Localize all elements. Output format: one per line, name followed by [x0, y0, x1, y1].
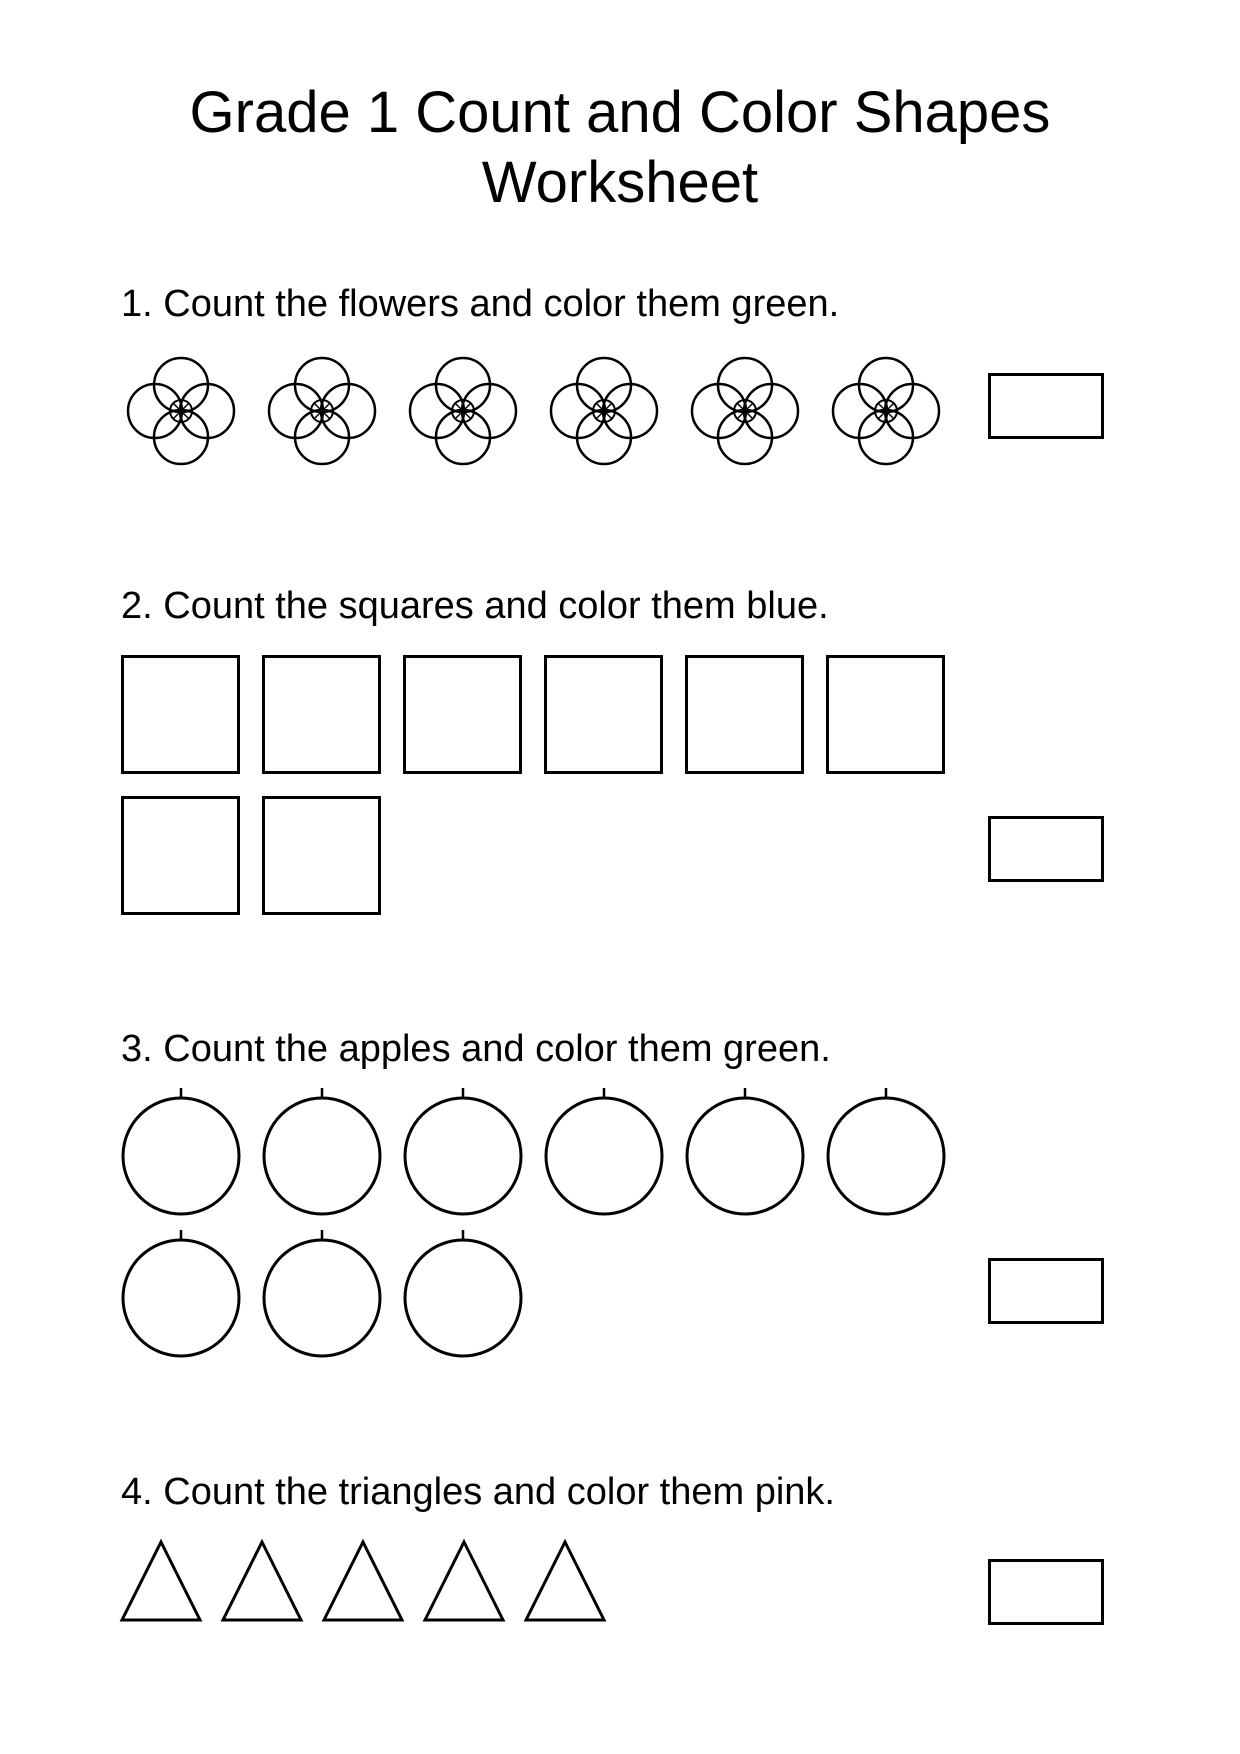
square-shape[interactable]	[121, 796, 240, 915]
triangle-shape[interactable]	[520, 1536, 610, 1626]
flower-shape[interactable]	[262, 351, 382, 471]
flower-shape[interactable]	[826, 351, 946, 471]
answer-box-squares[interactable]	[988, 816, 1104, 882]
title-line-1: Grade 1 Count and Color Shapes	[189, 80, 1051, 145]
question-3-text: 3. Count the apples and color them green.	[121, 1028, 831, 1070]
apple-shape[interactable]	[539, 1081, 669, 1231]
apple-shape[interactable]	[398, 1223, 528, 1373]
triangle-shape[interactable]	[318, 1536, 408, 1626]
apple-shape[interactable]	[257, 1223, 387, 1373]
square-shape[interactable]	[403, 655, 522, 774]
triangle-shape[interactable]	[419, 1536, 509, 1626]
square-shape[interactable]	[121, 655, 240, 774]
flower-shape[interactable]	[403, 351, 523, 471]
apple-shape[interactable]	[116, 1223, 246, 1373]
question-1-text: 1. Count the flowers and color them green.	[121, 283, 840, 325]
flower-shape[interactable]	[685, 351, 805, 471]
answer-box-flowers[interactable]	[988, 373, 1104, 439]
question-4-text: 4. Count the triangles and color them pink.	[121, 1471, 835, 1513]
apple-shape[interactable]	[116, 1081, 246, 1231]
triangle-shape[interactable]	[217, 1536, 307, 1626]
apple-shape[interactable]	[398, 1081, 528, 1231]
apple-shape[interactable]	[680, 1081, 810, 1231]
triangle-shape[interactable]	[116, 1536, 206, 1626]
answer-box-triangles[interactable]	[988, 1559, 1104, 1625]
square-shape[interactable]	[262, 655, 381, 774]
question-2-text: 2. Count the squares and color them blue.	[121, 585, 829, 627]
title-line-2: Worksheet	[481, 150, 759, 215]
worksheet-title	[0, 78, 1240, 218]
answer-box-apples[interactable]	[988, 1258, 1104, 1324]
apple-shape[interactable]	[821, 1081, 951, 1231]
flower-shape[interactable]	[544, 351, 664, 471]
square-shape[interactable]	[685, 655, 804, 774]
flower-shape[interactable]	[121, 351, 241, 471]
square-shape[interactable]	[826, 655, 945, 774]
apple-shape[interactable]	[257, 1081, 387, 1231]
square-shape[interactable]	[262, 796, 381, 915]
square-shape[interactable]	[544, 655, 663, 774]
